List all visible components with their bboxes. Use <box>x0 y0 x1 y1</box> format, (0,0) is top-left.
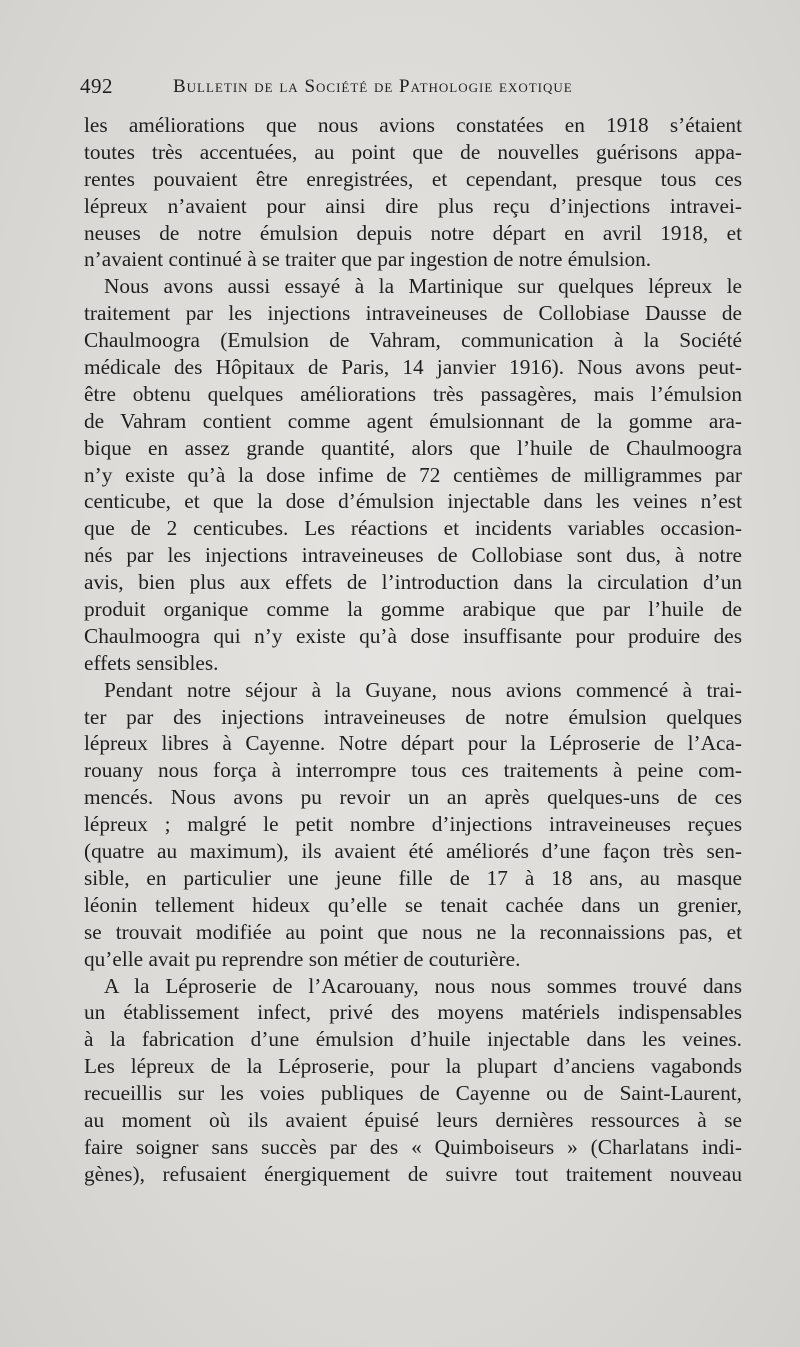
text-line: lépreux libres à Cayenne. Notre départ pour la Léproserie de l’Aca- <box>84 731 742 756</box>
text-line: être obtenu quelques améliorations très passagères, mais l’émulsion <box>84 381 742 406</box>
text-line: Pendant notre séjour à la Guyane, nous avions commencé à trai- <box>104 677 742 702</box>
text-line: (quatre au maximum), ils avaient été améliorés d’une façon très sen- <box>84 839 742 864</box>
text-line: de Vahram contient comme agent émulsionnant de la gomme ara- <box>84 408 742 433</box>
text-line: lépreux ; malgré le petit nombre d’injections intraveineuses reçues <box>84 812 742 837</box>
text-line: traitement par les injections intraveineuses de Collobiase Dausse de <box>84 301 742 326</box>
text-line: sible, en particulier une jeune fille de 17 à 18 ans, au masque <box>84 865 742 890</box>
text-line: n’y existe qu’à la dose infime de 72 centièmes de milligrammes par <box>84 462 742 487</box>
text-line: recueillis sur les voies publiques de Cayenne ou de Saint-Laurent, <box>84 1081 742 1106</box>
text-line: mencés. Nous avons pu revoir un an après quelques-uns de ces <box>84 785 742 810</box>
text-line: Nous avons aussi essayé à la Martinique sur quelques lépreux le <box>104 274 742 299</box>
text-line: lépreux n’avaient pour ainsi dire plus reçu d’injections intravei- <box>84 193 742 218</box>
text-line: Chaulmoogra qui n’y existe qu’à dose insuffisante pour produire des <box>84 623 742 648</box>
text-line: Les lépreux de la Léproserie, pour la plupart d’anciens vagabonds <box>84 1054 742 1079</box>
text-line: centicube, et que la dose d’émulsion injectable dans les veines n’est <box>84 489 742 514</box>
text-line: les améliorations que nous avions constatées en 1918 s’étaient <box>84 113 742 137</box>
text-line: à la fabrication d’une émulsion d’huile injectable dans les veines. <box>84 1027 742 1052</box>
text-line: se trouvait modifiée au point que nous ne la reconnaissions pas, et <box>84 919 742 944</box>
text-line: toutes très accentuées, au point que de nouvelles guérisons appa- <box>84 139 742 164</box>
text-line: Chaulmoogra (Emulsion de Vahram, communication à la Société <box>84 328 742 353</box>
text-line: n’avaient continué à se traiter que par ingestion de notre émulsion. <box>84 247 652 272</box>
text-line: un établissement infect, privé des moyens matériels indispensables <box>84 1000 742 1025</box>
page-header <box>80 74 740 104</box>
page-number: 492 <box>80 74 113 98</box>
text-line: médicale des Hôpitaux de Paris, 14 janvier 1916). Nous avons peut- <box>84 355 742 380</box>
text-line: effets sensibles. <box>84 650 219 675</box>
text-line: rentes pouvaient être enregistrées, et cependant, presque tous ces <box>84 166 742 191</box>
running-head: Bulletin de la Société de Pathologie exotique <box>173 76 573 97</box>
text-line: que de 2 centicubes. Les réactions et incidents variables occasion- <box>84 516 742 541</box>
text-line: A la Léproserie de l’Acarouany, nous nous sommes trouvé dans <box>104 973 742 998</box>
text-line: au moment où ils avaient épuisé leurs dernières ressources à se <box>84 1107 742 1132</box>
text-line: neuses de notre émulsion depuis notre départ en avril 1918, et <box>84 220 742 245</box>
text-line: rouany nous força à interrompre tous ces traitements à peine com- <box>84 758 742 783</box>
text-line: qu’elle avait pu reprendre son métier de couturière. <box>84 946 521 971</box>
text-line: produit organique comme la gomme arabique que par l’huile de <box>84 597 742 622</box>
text-line: gènes), refusaient énergiquement de suivre tout traitement nouveau <box>84 1161 742 1186</box>
text-line: bique en assez grande quantité, alors que l’huile de Chaulmoogra <box>84 435 742 460</box>
text-line: avis, bien plus aux effets de l’introduction dans la circulation d’un <box>84 570 742 595</box>
text-line: nés par les injections intraveineuses de Collobiase sont dus, à notre <box>84 543 742 568</box>
text-line: ter par des injections intraveineuses de notre émulsion quelques <box>84 704 742 729</box>
body-text <box>84 112 742 1188</box>
text-line: léonin tellement hideux qu’elle se tenait cachée dans un grenier, <box>84 892 742 917</box>
text-line: faire soigner sans succès par des « Quimboiseurs » (Charlatans indi- <box>84 1134 742 1159</box>
